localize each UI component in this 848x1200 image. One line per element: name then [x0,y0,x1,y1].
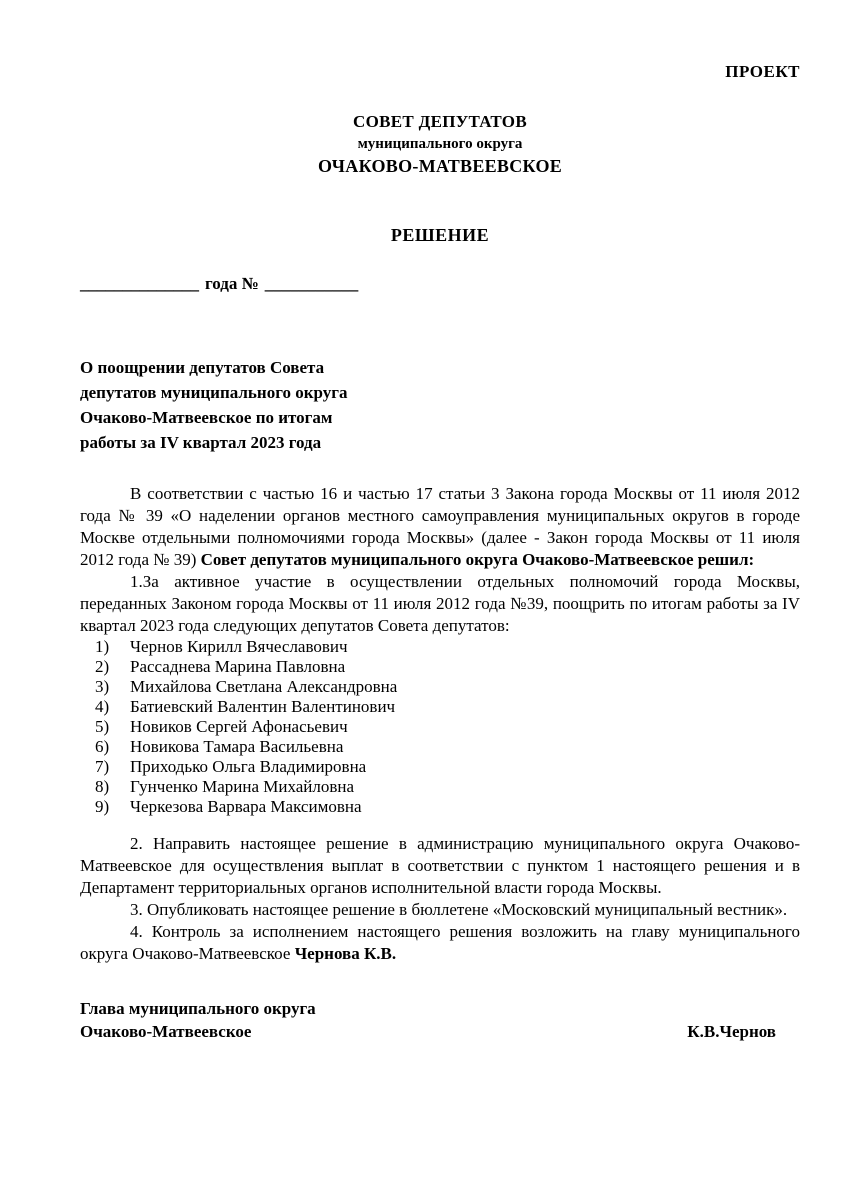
list-item-number: 8) [95,777,110,796]
list-item-number: 6) [95,737,110,756]
number-blank: ___________ [264,274,359,293]
list-item [95,757,800,777]
deputy-name: Черкезова Варвара Максимовна [130,797,362,816]
list-item-number: 9) [95,797,110,816]
list-item-number: 5) [95,717,110,736]
list-item [95,677,800,697]
deputies-list [80,637,800,817]
org-subtitle-line: муниципального округа [357,136,523,152]
list-item-number: 3) [95,677,110,696]
deputy-name: Приходько Ольга Владимировна [130,757,367,776]
list-item [95,777,800,797]
deputy-name: Новикова Тамара Васильевна [130,737,344,756]
list-item-number: 2) [95,657,110,676]
subject-line: работы за IV квартал 2023 года [80,433,322,452]
deputy-name: Новиков Сергей Афонасьевич [130,717,348,736]
clause-4-paragraph [80,921,800,965]
deputy-name: Чернов Кирилл Вячеславович [130,637,348,656]
subject-line: депутатов муниципального округа [80,383,348,402]
list-item [95,737,800,757]
signer-title-line2: Очаково-Матвеевское [80,1022,252,1041]
signature-row [80,1020,800,1043]
deputy-name: Михайлова Светлана Александровна [130,677,398,696]
document-body [80,483,800,965]
list-item [95,797,800,817]
intro-resolution-text: Совет депутатов муниципального округа Очаково-Матвеевское решил: [200,550,755,569]
clause-3-paragraph: 3. Опубликовать настоящее решение в бюллетене «Московский муниципальный вестник». [130,900,788,919]
list-item-number: 7) [95,757,110,776]
org-district-line: ОЧАКОВО-МАТВЕЕВСКОЕ [317,156,563,176]
deputy-name: Рассаднева Марина Павловна [130,657,346,676]
signature-block [80,997,800,1043]
organization-header [80,110,800,178]
document-subject [80,355,482,455]
date-blank: ______________ [80,274,199,293]
document-type-title: РЕШЕНИЕ [390,225,490,245]
intro-paragraph [80,483,800,571]
deputy-name: Гунченко Марина Михайловна [130,777,355,796]
intro-text: В соответствии с частью 16 и частью 17 статьи 3 Закона города Москвы от 11 июля 2012 года № 39 «О наделении органов местного самоуправления муниципальных округов в городе Москве отдельными полномочиями города Москвы» (далее - Закон города Москвы от 11 июля 2012 года № 39) [80,484,800,569]
signer-name: К.В.Чернов [687,1022,776,1041]
date-number-label: года № [205,274,259,293]
date-number-line [80,273,800,295]
clause-4-head-name: Чернова К.В. [294,944,397,963]
signer-title-line1: Глава муниципального округа [80,999,316,1018]
subject-line: О поощрении депутатов Совета [80,358,325,377]
list-item [95,657,800,677]
list-item [95,637,800,657]
org-name-line: СОВЕТ ДЕПУТАТОВ [353,112,527,131]
clause-4-text: 4. Контроль за исполнением настоящего решения возложить на главу муниципального округа Очаково-Матвеевское [80,922,800,963]
list-item-number: 4) [95,697,110,716]
deputy-name: Батиевский Валентин Валентинович [130,697,396,716]
clause-2-paragraph: 2. Направить настоящее решение в администрацию муниципального округа Очаково-Матвеевское для осуществления выплат в соответствии с пунктом 1 настоящего решения и в Департамент территориальных органов исполнительной власти города Москвы. [80,834,800,897]
list-item [95,697,800,717]
subject-line: Очаково-Матвеевское по итогам [80,408,333,427]
clause-1-paragraph: 1.За активное участие в осуществлении отдельных полномочий города Москвы, переданных Законом города Москвы от 11 июля 2012 года №39, поощрить по итогам работы за IV квартал 2023 года следующих депутатов Совета депутатов: [80,572,800,635]
list-item-number: 1) [95,637,110,656]
list-item [95,717,800,737]
draft-stamp: ПРОЕКТ [725,62,800,81]
